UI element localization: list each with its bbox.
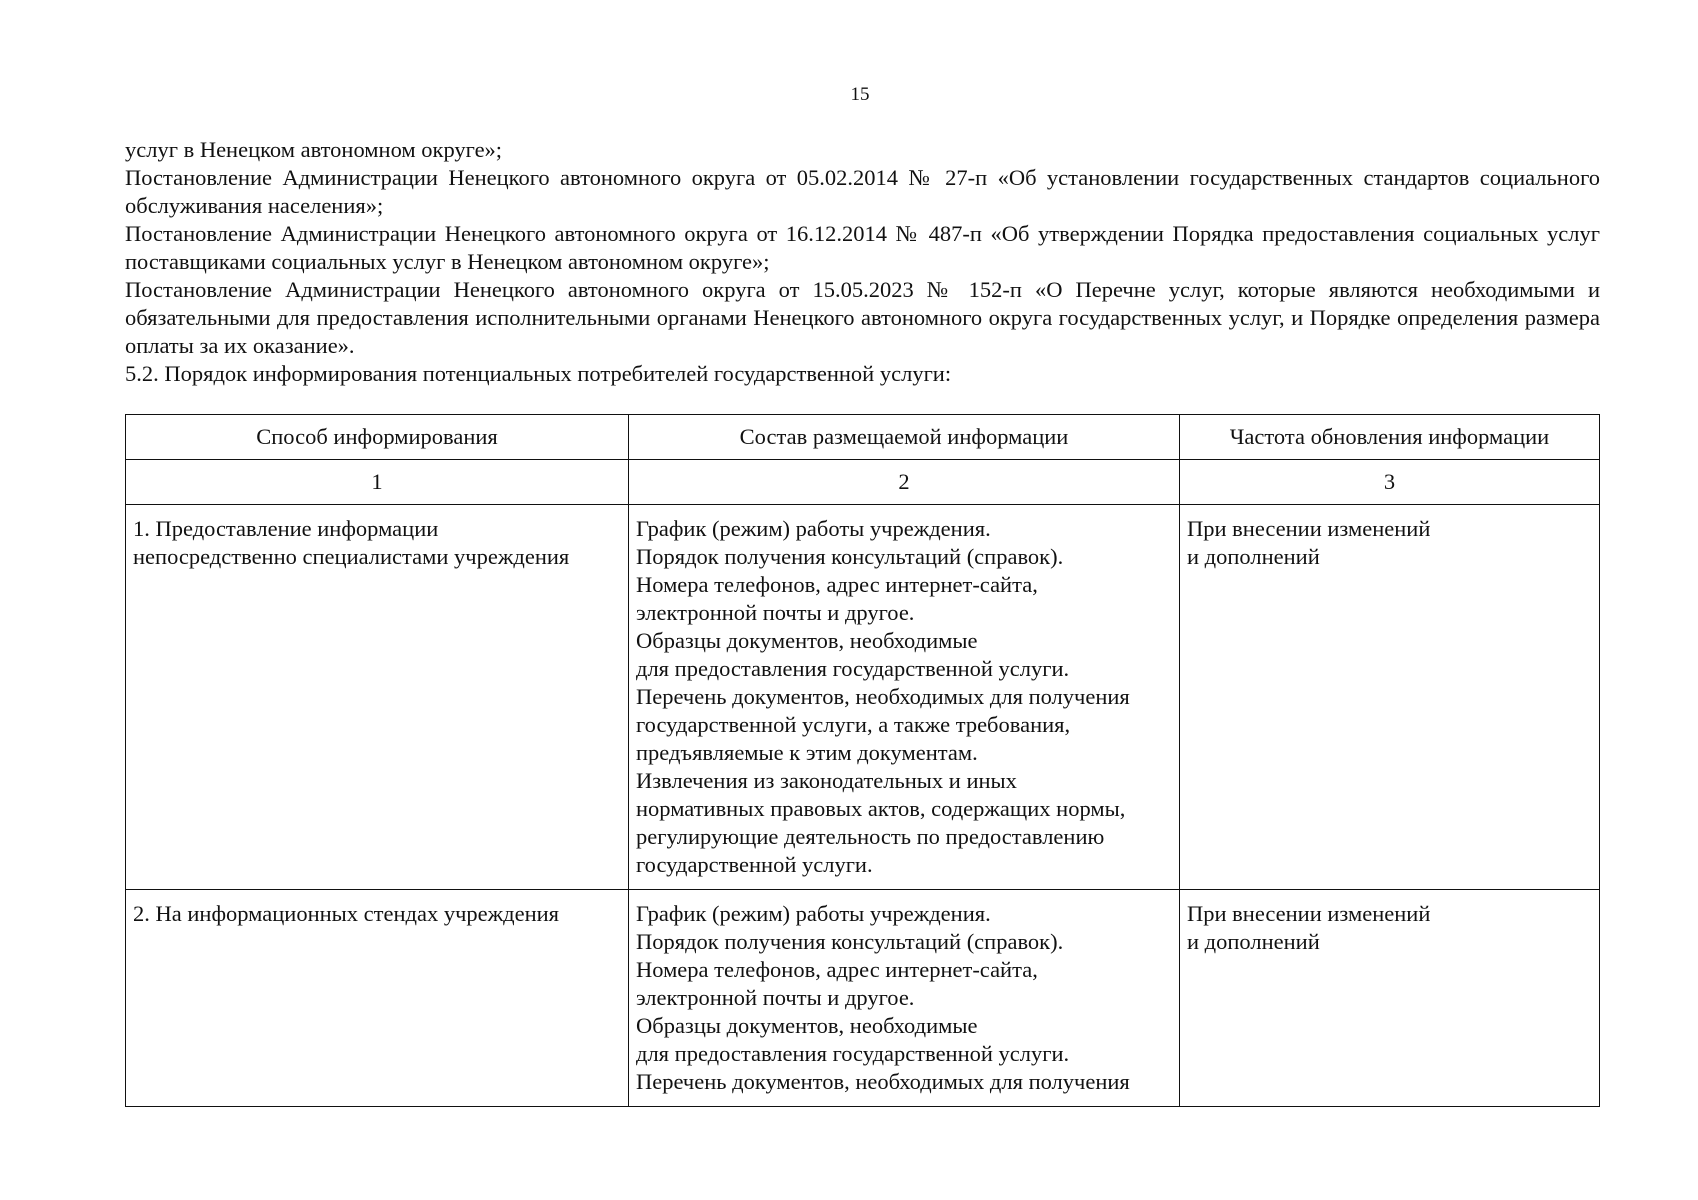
cell-line: Перечень документов, необходимых для получения [636,684,1130,709]
cell-line: предъявляемые к этим документам. [636,740,978,765]
cell-line: При внесении изменений [1187,516,1431,541]
cell-line: регулирующие деятельность по предоставлению [636,824,1105,849]
cell-line: Образцы документов, необходимые [636,1013,978,1038]
table-header-row [126,415,1600,460]
column-header: Способ информирования [126,415,629,460]
cell-line: Порядок получения консультаций (справок). [636,544,1064,569]
cell-line: Номера телефонов, адрес интернет-сайта, [636,572,1038,597]
cell-line: При внесении изменений [1187,901,1431,926]
method-cell [126,890,629,1107]
column-number-row [126,460,1600,505]
column-header: Состав размещаемой информации [629,415,1180,460]
frequency-cell [1180,890,1600,1107]
intro-paragraph: услуг в Ненецком автономном округе»; [125,137,503,162]
cell-line: непосредственно специалистами учреждения [133,544,570,569]
cell-line: электронной почты и другое. [636,985,915,1010]
intro-paragraph: Постановление Администрации Ненецкого автономного округа от 05.02.2014 № 27-п «Об установлении государственных стандартов социального обслуживания населения»; [125,165,1600,218]
cell-line: 2. На информационных стендах учреждения [133,901,560,926]
frequency-cell [1180,505,1600,890]
content-cell [629,890,1180,1107]
cell-line: для предоставления государственной услуги. [636,656,1070,681]
cell-line: и дополнений [1187,544,1320,569]
page-number: 15 [850,84,870,105]
intro-paragraph: Постановление Администрации Ненецкого автономного округа от 16.12.2014 № 487-п «Об утверждении Порядка предоставления социальных услуг поставщиками социальных услуг в Ненецком автономном округе»; [125,221,1600,274]
column-number: 2 [629,460,1180,505]
cell-line: и дополнений [1187,929,1320,954]
table-row [126,890,1600,1107]
column-header: Частота обновления информации [1180,415,1600,460]
section-heading: 5.2. Порядок информирования потенциальных потребителей государственной услуги: [125,361,952,386]
cell-line: государственной услуги. [636,852,873,877]
column-number: 1 [126,460,629,505]
content-cell [629,505,1180,890]
cell-line: для предоставления государственной услуги. [636,1041,1070,1066]
intro-text [125,136,1600,388]
cell-line: График (режим) работы учреждения. [636,516,991,541]
column-number: 3 [1180,460,1600,505]
intro-paragraph: Постановление Администрации Ненецкого автономного округа от 15.05.2023 № 152-п «О Перечне услуг, которые являются необходимыми и обязательными для предоставления исполнительными органами Ненецкого автономного округа государственных услуг, и Порядке определения размера оплаты за их оказание». [125,277,1600,358]
cell-line: Порядок получения консультаций (справок). [636,929,1064,954]
cell-line: нормативных правовых актов, содержащих нормы, [636,796,1126,821]
cell-line: электронной почты и другое. [636,600,915,625]
cell-line: Перечень документов, необходимых для получения [636,1069,1130,1094]
cell-line: Номера телефонов, адрес интернет-сайта, [636,957,1038,982]
cell-line: Образцы документов, необходимые [636,628,978,653]
cell-line: Извлечения из законодательных и иных [636,768,1017,793]
table-row [126,505,1600,890]
informing-table [125,414,1600,1107]
cell-line: 1. Предоставление информации [133,516,439,541]
cell-line: государственной услуги, а также требования, [636,712,1071,737]
method-cell [126,505,629,890]
cell-line: График (режим) работы учреждения. [636,901,991,926]
